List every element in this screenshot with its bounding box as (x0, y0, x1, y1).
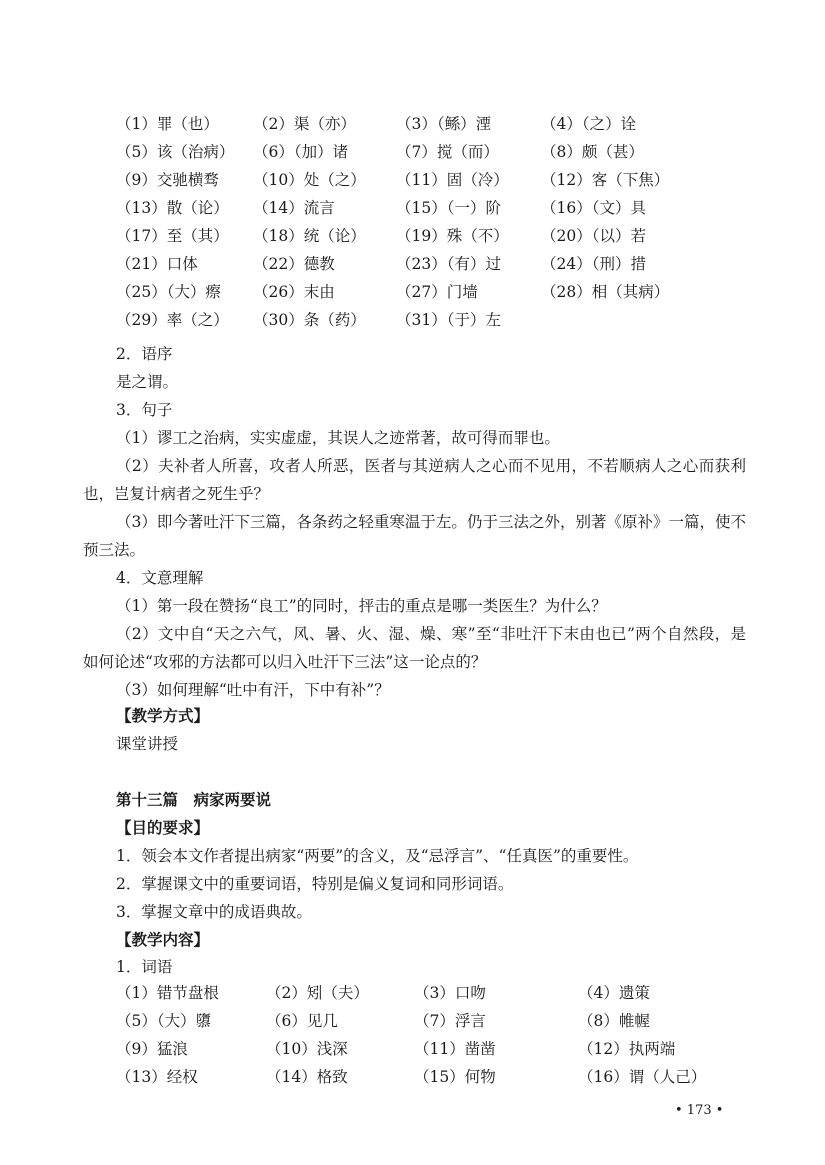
vocab-row (116, 1063, 756, 1091)
vocab-term: （27）门墙 (396, 283, 478, 301)
vocab-term: （7）搅（而） (396, 143, 499, 161)
vocab-term: （16）谓（人己） (578, 1068, 707, 1086)
section-4-heading: 4．文意理解 (116, 569, 204, 587)
vocab-term: （7）浮言 (414, 1012, 486, 1030)
sentence-item-3: （3）即今著吐汗下三篇，各条药之轻重寒温于左。仍于三法之外，别著《原补》一篇，使不预三法。 (83, 513, 746, 559)
vocab-term: （31）（于）左 (396, 311, 501, 329)
vocab-term: （24）（刑）措 (541, 255, 646, 273)
vocab-row (116, 138, 756, 166)
vocab-term: （18）统（论） (253, 227, 366, 245)
vocab-term: （1）错节盘根 (116, 984, 219, 1002)
vocab-term: （4）（之）诠 (541, 115, 637, 133)
vocab-row (116, 222, 756, 250)
vocab-term: （11）凿凿 (414, 1040, 496, 1058)
content-heading: 【教学内容】 (116, 931, 210, 949)
vocab-term: （2）矧（夫） (266, 984, 369, 1002)
vocab-term: （6）见几 (266, 1012, 338, 1030)
vocab-term: （8）帷幄 (578, 1012, 650, 1030)
vocab-row (116, 166, 756, 194)
vocab-term: （28）相（其病） (541, 283, 670, 301)
vocab-term: （4）遗策 (578, 984, 650, 1002)
vocab-row (116, 194, 756, 222)
vocab-row (116, 979, 756, 1007)
vocab-term: （19）殊（不） (396, 227, 509, 245)
vocab-term: （16）（文）具 (541, 199, 646, 217)
comprehension-item-1: （1）第一段在赞扬“良工”的同时，抨击的重点是哪一类医生？为什么？ (116, 597, 607, 615)
vocab-term: （22）德教 (253, 255, 335, 273)
vocab-term: （9）交驰横骛 (116, 171, 219, 189)
sentence-item-2: （2）夫补者人所喜，攻者人所恶，医者与其逆病人之心而不见用，不若顺病人之心而获利也，岂复计病者之死生乎？ (83, 457, 746, 503)
vocab-row (116, 1035, 756, 1063)
vocab-term: （8）颇（甚） (541, 143, 644, 161)
vocab-row (116, 278, 756, 306)
vocab-term: （20）（以）若 (541, 227, 646, 245)
vocab-term: （3）口吻 (414, 984, 486, 1002)
comprehension-item-2: （2）文中自“天之六气，风、暑、火、湿、燥、寒”至“非吐汗下末由也已”两个自然段，是如何论述“攻邪的方法都可以归入吐汗下三法”这一论点的？ (83, 625, 746, 671)
vocab-term: （29）率（之） (116, 311, 229, 329)
vocab-term: （26）末由 (253, 283, 335, 301)
vocab-grid-1 (116, 110, 756, 334)
goal-item-3: 3．掌握文章中的成语典故。 (116, 903, 312, 921)
goal-item-1: 1．领会本文作者提出病家“两要”的含义，及“忌浮言”、“任真医”的重要性。 (116, 847, 639, 865)
vocab-term: （3）（鲧）湮 (396, 115, 492, 133)
vocab-term: （17）至（其） (116, 227, 229, 245)
vocab-term: （2）渠（亦） (253, 115, 356, 133)
vocab-term: （10）处（之） (253, 171, 366, 189)
teaching-method-heading: 【教学方式】 (116, 707, 210, 725)
vocab-row (116, 306, 756, 334)
section-2-heading: 2．语序 (116, 345, 173, 363)
vocab-term: （10）浅深 (266, 1040, 348, 1058)
vocab-row (116, 250, 756, 278)
goal-item-2: 2．掌握课文中的重要词语，特别是偏义复词和同形词语。 (116, 875, 514, 893)
vocab-row (116, 110, 756, 138)
vocab-2-heading: 1．词语 (116, 958, 173, 976)
vocab-term: （9）猛浪 (116, 1040, 188, 1058)
vocab-term: （30）条（药） (253, 311, 366, 329)
vocab-term: （12）执两端 (578, 1040, 676, 1058)
vocab-term: （1）罪（也） (116, 115, 219, 133)
vocab-term: （6）（加）诸 (253, 143, 349, 161)
vocab-row (116, 1007, 756, 1035)
vocab-term: （5）（大）隳 (116, 1012, 212, 1030)
vocab-term: （15）何物 (414, 1068, 496, 1086)
page-number: • 173 • (675, 1103, 724, 1118)
vocab-term: （13）经权 (116, 1068, 198, 1086)
vocab-term: （14）流言 (253, 199, 335, 217)
vocab-term: （14）格致 (266, 1068, 348, 1086)
vocab-term: （21）口体 (116, 255, 198, 273)
vocab-term: （13）散（论） (116, 199, 229, 217)
section-2-text: 是之谓。 (116, 373, 179, 391)
vocab-term: （5）该（治病） (116, 143, 235, 161)
vocab-term: （11）固（冷） (396, 171, 509, 189)
sentence-item-1: （1）谬工之治病，实实虚虚，其误人之迹常著，故可得而罪也。 (116, 429, 560, 447)
chapter-title: 第十三篇 病家两要说 (116, 791, 272, 809)
vocab-term: （12）客（下焦） (541, 171, 670, 189)
section-3-heading: 3．句子 (116, 401, 173, 419)
vocab-term: （23）（有）过 (396, 255, 501, 273)
vocab-term: （25）（大）瘵 (116, 283, 221, 301)
vocab-term: （15）（一）阶 (396, 199, 501, 217)
teaching-method-text: 课堂讲授 (116, 735, 179, 753)
goals-heading: 【目的要求】 (116, 819, 210, 837)
comprehension-item-3: （3）如何理解“吐中有汗，下中有补”？ (116, 681, 390, 699)
vocab-grid-2 (116, 979, 756, 1091)
